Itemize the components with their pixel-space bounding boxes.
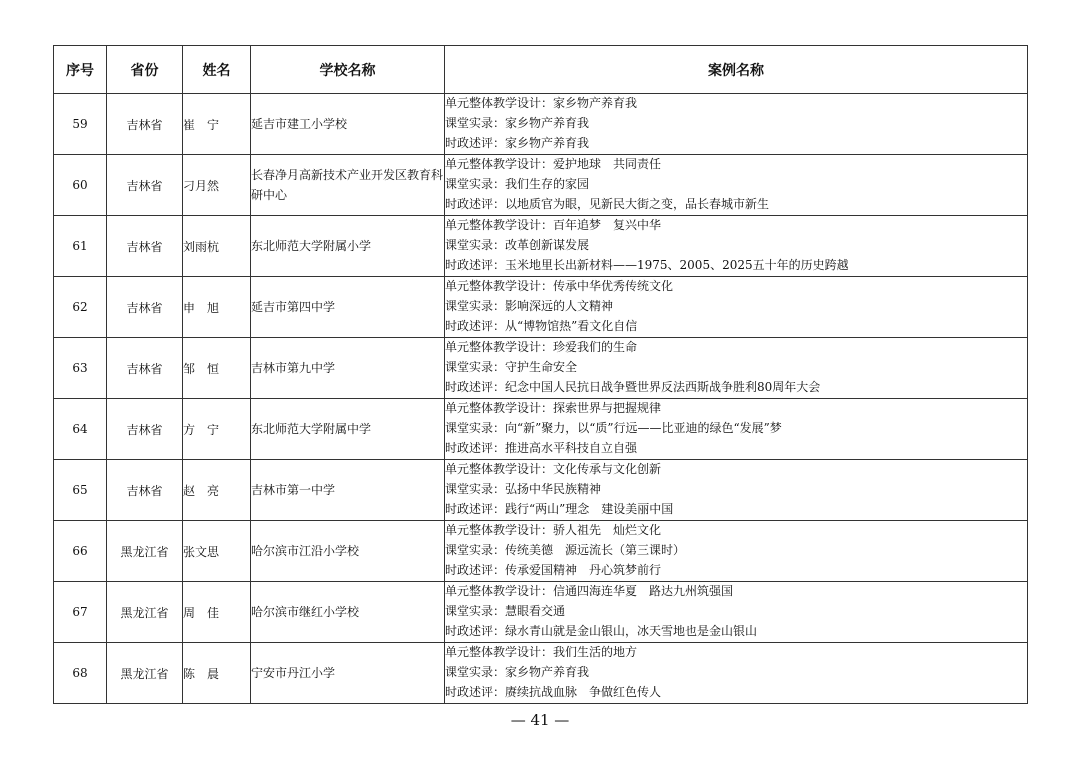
case-line: 时政述评：推进高水平科技自立自强 — [445, 440, 638, 455]
case-cell — [445, 216, 1028, 277]
school-cell: 吉林市第九中学 — [251, 338, 445, 399]
province-cell: 黑龙江省 — [107, 582, 183, 643]
row-number: 65 — [54, 460, 107, 521]
school-cell: 宁安市丹江小学 — [251, 643, 445, 704]
case-cell — [445, 277, 1028, 338]
row-number: 61 — [54, 216, 107, 277]
header-province: 省份 — [107, 46, 183, 94]
school-cell: 吉林市第一中学 — [251, 460, 445, 521]
case-line: 时政述评：玉米地里长出新材料——1975、2005、2025五十年的历史跨越 — [445, 257, 849, 272]
case-line: 时政述评：践行“两山”理念 建设美丽中国 — [445, 501, 674, 516]
school-cell: 延吉市建工小学校 — [251, 94, 445, 155]
row-number: 63 — [54, 338, 107, 399]
header-case: 案例名称 — [445, 46, 1028, 94]
school-cell: 延吉市第四中学 — [251, 277, 445, 338]
case-line: 时政述评：从“博物馆热”看文化自信 — [445, 318, 638, 333]
case-line: 时政述评：传承爱国精神 丹心筑梦前行 — [445, 562, 662, 577]
case-line: 单元整体教学设计：家乡物产养育我 — [445, 96, 638, 111]
case-line: 单元整体教学设计：我们生活的地方 — [445, 645, 638, 660]
case-line: 时政述评：纪念中国人民抗日战争暨世界反法西斯战争胜利80周年大会 — [445, 379, 821, 394]
header-school: 学校名称 — [251, 46, 445, 94]
table-row — [54, 155, 1028, 216]
case-line: 课堂实录：影响深远的人文精神 — [445, 299, 614, 314]
name-cell: 周 佳 — [183, 582, 251, 643]
province-cell: 吉林省 — [107, 338, 183, 399]
name-cell: 方 宁 — [183, 399, 251, 460]
row-number: 68 — [54, 643, 107, 704]
header-name: 姓名 — [183, 46, 251, 94]
case-line: 单元整体教学设计：文化传承与文化创新 — [445, 462, 662, 477]
school-cell: 长春净月高新技术产业开发区教育科研中心 — [251, 155, 445, 216]
row-number: 67 — [54, 582, 107, 643]
row-number: 60 — [54, 155, 107, 216]
case-line: 时政述评：家乡物产养育我 — [445, 135, 590, 150]
case-cell — [445, 338, 1028, 399]
school-cell: 东北师范大学附属中学 — [251, 399, 445, 460]
case-line: 时政述评：以地质官为眼，见新民大街之变，品长春城市新生 — [445, 196, 770, 211]
table-row — [54, 582, 1028, 643]
case-line: 课堂实录：守护生命安全 — [445, 360, 578, 375]
table-header-row — [54, 46, 1028, 94]
name-cell: 邹 恒 — [183, 338, 251, 399]
table-row — [54, 399, 1028, 460]
table-row — [54, 643, 1028, 704]
row-number: 59 — [54, 94, 107, 155]
province-cell: 吉林省 — [107, 460, 183, 521]
case-line: 单元整体教学设计：探索世界与把握规律 — [445, 401, 662, 416]
province-cell: 吉林省 — [107, 399, 183, 460]
case-line: 课堂实录：我们生存的家园 — [445, 177, 590, 192]
province-cell: 吉林省 — [107, 155, 183, 216]
name-cell: 张文思 — [183, 521, 251, 582]
case-cell — [445, 582, 1028, 643]
province-cell: 吉林省 — [107, 277, 183, 338]
school-cell: 东北师范大学附属小学 — [251, 216, 445, 277]
table-row — [54, 460, 1028, 521]
header-no: 序号 — [54, 46, 107, 94]
table-row — [54, 216, 1028, 277]
province-cell: 吉林省 — [107, 94, 183, 155]
case-line: 课堂实录：家乡物产养育我 — [445, 665, 590, 680]
case-line: 时政述评：绿水青山就是金山银山，冰天雪地也是金山银山 — [445, 623, 758, 638]
name-cell: 崔 宁 — [183, 94, 251, 155]
case-line: 课堂实录：家乡物产养育我 — [445, 116, 590, 131]
case-cell — [445, 155, 1028, 216]
case-line: 课堂实录：慧眼看交通 — [445, 604, 566, 619]
case-line: 单元整体教学设计：爱护地球 共同责任 — [445, 157, 662, 172]
name-cell: 陈 晨 — [183, 643, 251, 704]
case-line: 单元整体教学设计：百年追梦 复兴中华 — [445, 218, 662, 233]
case-line: 课堂实录：弘扬中华民族精神 — [445, 482, 602, 497]
case-line: 课堂实录：改革创新谋发展 — [445, 238, 590, 253]
table-row — [54, 521, 1028, 582]
roster-table — [53, 45, 1028, 704]
name-cell: 申 旭 — [183, 277, 251, 338]
case-line: 时政述评：赓续抗战血脉 争做红色传人 — [445, 684, 662, 699]
table-row — [54, 277, 1028, 338]
case-cell — [445, 94, 1028, 155]
province-cell: 黑龙江省 — [107, 521, 183, 582]
case-cell — [445, 643, 1028, 704]
case-line: 单元整体教学设计：传承中华优秀传统文化 — [445, 279, 674, 294]
province-cell: 吉林省 — [107, 216, 183, 277]
case-cell — [445, 521, 1028, 582]
case-line: 课堂实录：传统美德 源远流长（第三课时） — [445, 543, 686, 558]
row-number: 66 — [54, 521, 107, 582]
school-cell: 哈尔滨市继红小学校 — [251, 582, 445, 643]
school-cell: 哈尔滨市江沿小学校 — [251, 521, 445, 582]
table-row — [54, 94, 1028, 155]
case-cell — [445, 399, 1028, 460]
province-cell: 黑龙江省 — [107, 643, 183, 704]
page-number: — 41 — — [510, 711, 570, 729]
case-line: 单元整体教学设计：珍爱我们的生命 — [445, 340, 638, 355]
row-number: 64 — [54, 399, 107, 460]
case-line: 单元整体教学设计：信通四海连华夏 路达九州筑强国 — [445, 584, 734, 599]
case-line: 单元整体教学设计：骄人祖先 灿烂文化 — [445, 523, 662, 538]
table-row — [54, 338, 1028, 399]
name-cell: 赵 亮 — [183, 460, 251, 521]
name-cell: 刘雨杭 — [183, 216, 251, 277]
case-line: 课堂实录：向“新”聚力，以“质”行远——比亚迪的绿色“发展”梦 — [445, 421, 782, 436]
row-number: 62 — [54, 277, 107, 338]
name-cell: 刁月然 — [183, 155, 251, 216]
case-cell — [445, 460, 1028, 521]
